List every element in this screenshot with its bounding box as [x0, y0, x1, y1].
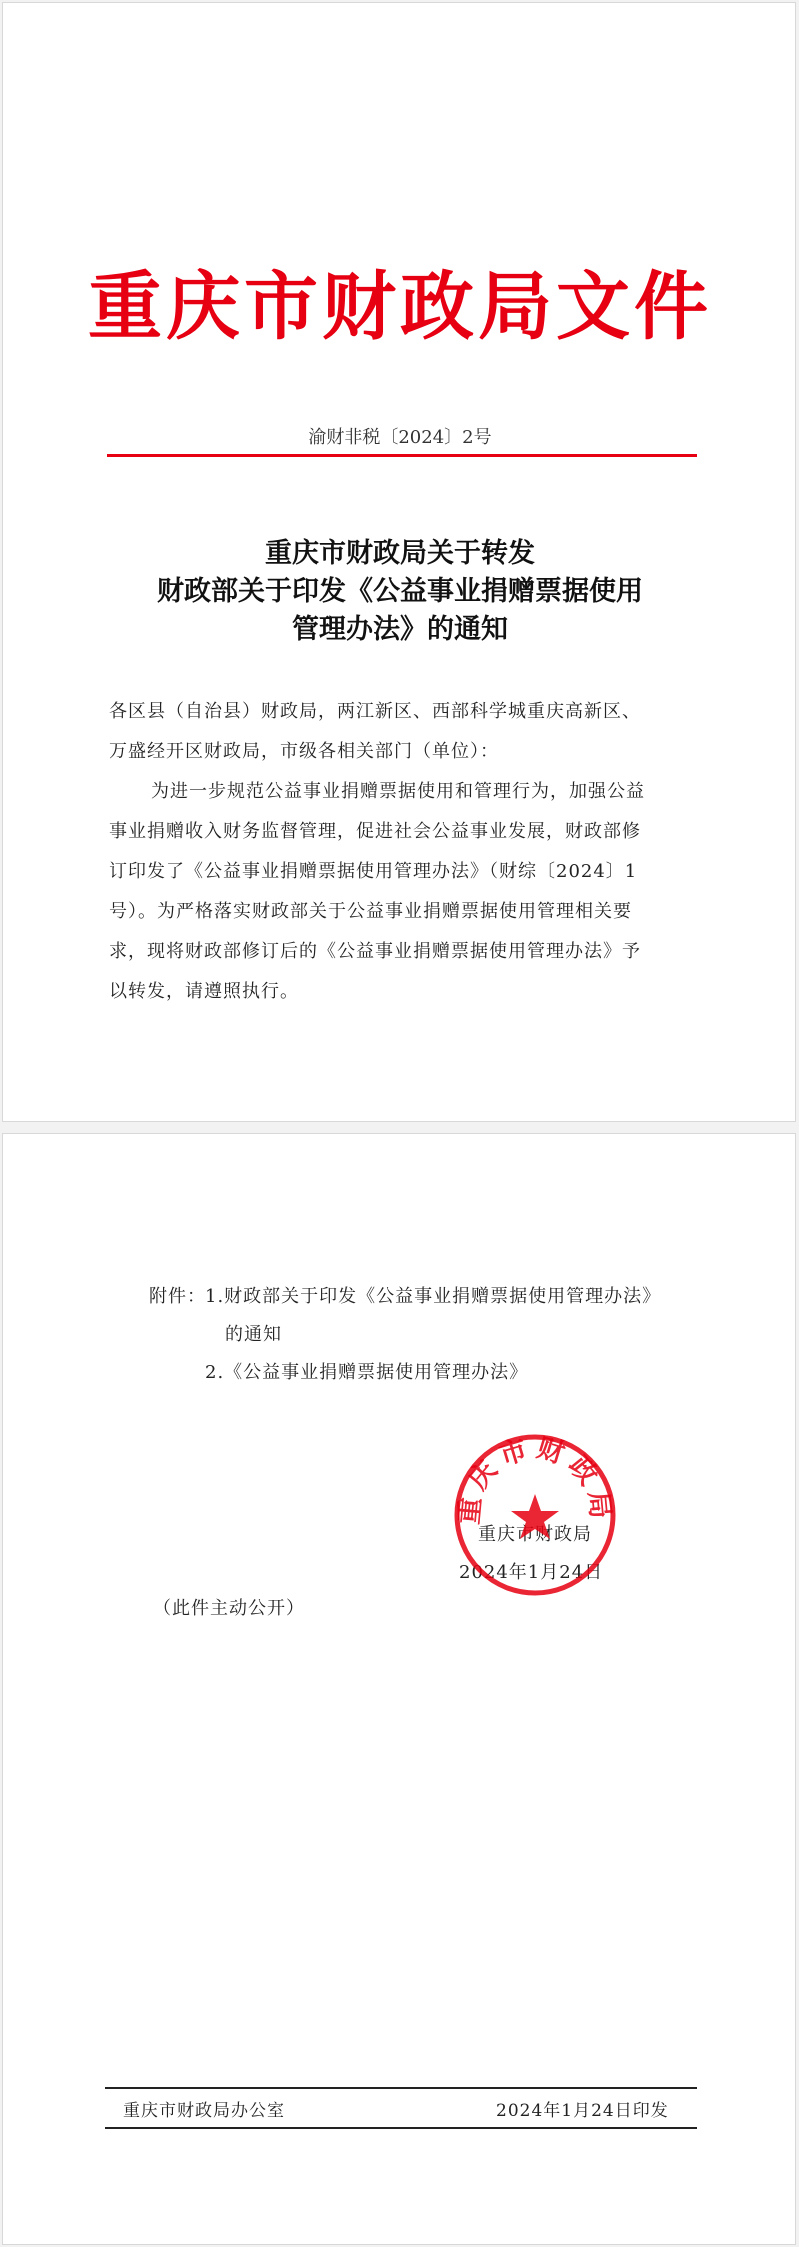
body-paragraph-line: 求，现将财政部修订后的《公益事业捐赠票据使用管理办法》予	[109, 941, 641, 962]
public-disclosure-note: （此件主动公开）	[153, 1598, 305, 1619]
signing-date: 2024年1月24日	[459, 1562, 604, 1583]
body-paragraph-line: 以转发，请遵照执行。	[109, 981, 299, 1002]
signing-organization: 重庆市财政局	[478, 1524, 592, 1545]
attachments-label: 附件：	[149, 1286, 206, 1307]
document-page-1	[2, 2, 796, 1122]
addressee-line-2: 万盛经开区财政局，市级各相关部门（单位）：	[109, 741, 499, 762]
red-divider-line	[107, 454, 697, 457]
document-title-line-1: 重庆市财政局关于转发	[265, 538, 535, 569]
body-paragraph-line: 事业捐赠收入财务监督管理，促进社会公益事业发展，财政部修	[109, 821, 641, 842]
footer-print-date: 2024年1月24日印发	[496, 2101, 669, 2121]
body-paragraph-line: 为进一步规范公益事业捐赠票据使用和管理行为，加强公益	[151, 781, 645, 802]
document-number: 渝财非税〔2024〕2号	[308, 427, 492, 448]
document-page-2	[2, 1133, 796, 2245]
document-title-line-2: 财政部关于印发《公益事业捐赠票据使用	[157, 576, 643, 607]
attachment-item-1-continued: 的通知	[225, 1324, 282, 1345]
addressee-line-1: 各区县（自治县）财政局，两江新区、西部科学城重庆高新区、	[109, 701, 641, 722]
footer-issuer: 重庆市财政局办公室	[123, 2101, 285, 2121]
official-seal-stamp	[452, 1432, 618, 1598]
footer-top-line	[105, 2087, 697, 2089]
document-title-line-3: 管理办法》的通知	[292, 614, 508, 645]
body-paragraph-line: 订印发了《公益事业捐赠票据使用管理办法》（财综〔2024〕1	[109, 861, 638, 882]
svg-text:重庆市财政局: 重庆市财政局	[453, 1432, 617, 1526]
attachment-item-1: 1.财政部关于印发《公益事业捐赠票据使用管理办法》	[205, 1286, 662, 1307]
attachment-item-2: 2.《公益事业捐赠票据使用管理办法》	[205, 1362, 529, 1383]
document-masthead: 重庆市财政局文件	[88, 264, 712, 350]
footer-bottom-line	[105, 2127, 697, 2129]
body-paragraph-line: 号）。为严格落实财政部关于公益事业捐赠票据使用管理相关要	[109, 901, 632, 922]
